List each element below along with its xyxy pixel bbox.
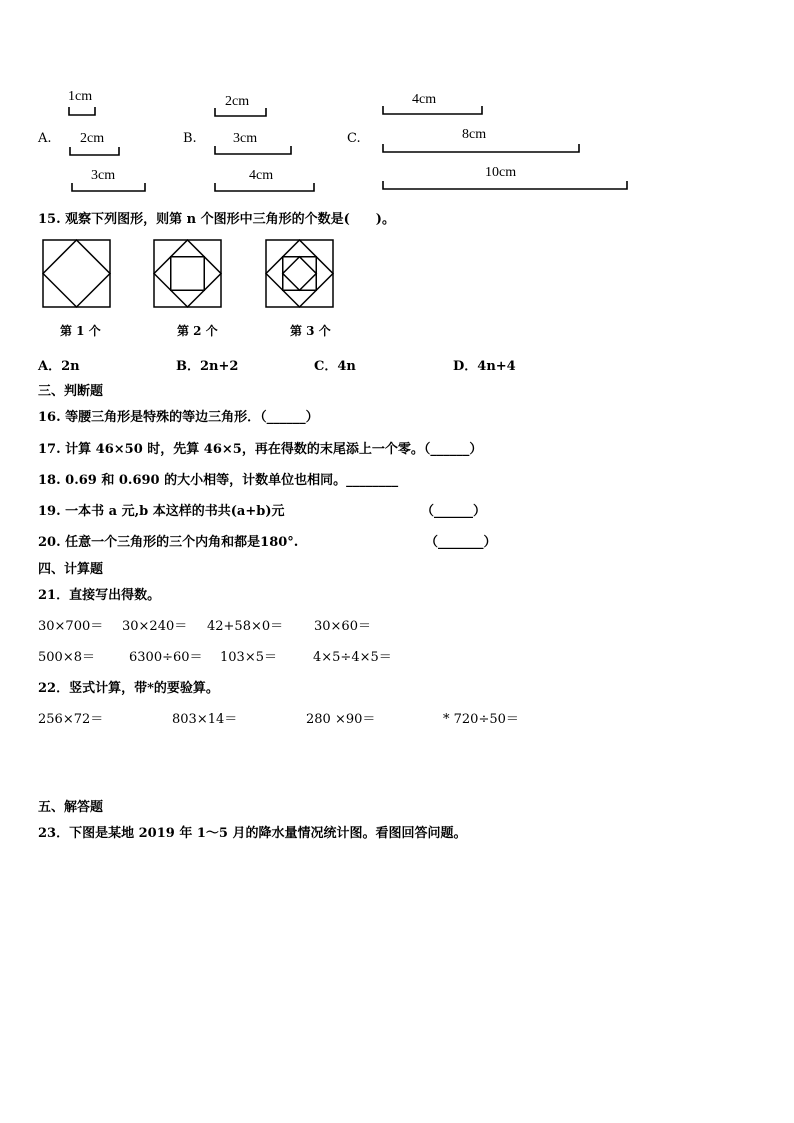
- segment-line: [214, 183, 316, 193]
- q16: [38, 406, 319, 425]
- figure-3-square: [265, 239, 335, 309]
- calc-item: 4×5÷4×5＝: [313, 650, 392, 665]
- segment-label: 3cm: [233, 131, 258, 146]
- question-text: 任意一个三角形的三个内角和都是180°.: [65, 535, 299, 550]
- q15-stem: [38, 208, 395, 227]
- figure-2-square: [153, 239, 223, 309]
- calc-item: 30×700＝: [38, 619, 104, 634]
- segment-label: 4cm: [412, 92, 437, 107]
- question-number: 20.: [38, 535, 61, 550]
- question-text: 计算 46×50 时，先算 46×5，再在得数的末尾添上一个零。（______）: [65, 442, 483, 457]
- segment-line: [68, 107, 98, 117]
- segment-line: [214, 108, 268, 118]
- q17: [38, 438, 482, 457]
- segment-label: 10cm: [485, 165, 517, 180]
- figure-label-1: 第 1 个: [60, 324, 101, 338]
- segment-label: 1cm: [68, 89, 93, 104]
- choice-a: A．2n: [38, 359, 80, 374]
- choice-c: C．4n: [314, 359, 356, 374]
- option-letter-a: A.: [38, 131, 52, 146]
- section-title-judge: 三、判断题: [38, 384, 104, 399]
- segment-line: [69, 147, 121, 157]
- question-text: 一本书 a 元,b 本这样的书共(a+b)元: [65, 504, 285, 519]
- q19: [38, 500, 284, 519]
- segment-label: 2cm: [225, 94, 250, 109]
- calc-item: 6300÷60＝: [129, 650, 203, 665]
- question-text: 0.69 和 0.690 的大小相等，计数单位也相同。________: [65, 473, 399, 488]
- question-number: 15.: [38, 212, 61, 227]
- segment-label: 2cm: [80, 131, 105, 146]
- calc-item: 500×8＝: [38, 650, 95, 665]
- vertical-calc-item: 256×72＝: [38, 712, 104, 727]
- question-number: 19.: [38, 504, 61, 519]
- segment-line: [71, 183, 147, 193]
- segment-label: 4cm: [249, 168, 274, 183]
- question-number: 16.: [38, 410, 61, 425]
- option-letter-b: B.: [183, 131, 197, 146]
- figure-label-2: 第 2 个: [177, 324, 218, 338]
- question-number: 17.: [38, 442, 61, 457]
- segment-line: [382, 106, 484, 116]
- question-number: 18.: [38, 473, 61, 488]
- choice-d: D．4n+4: [453, 359, 516, 374]
- q22-title: 22．竖式计算，带*的要验算。: [38, 681, 219, 696]
- q18: [38, 469, 398, 488]
- segment-label: 8cm: [462, 127, 487, 142]
- section-title-calc: 四、计算题: [38, 562, 104, 577]
- segment-line: [382, 144, 582, 154]
- vertical-calc-item: 280 ×90＝: [306, 712, 376, 727]
- vertical-calc-item: 803×14＝: [172, 712, 238, 727]
- q23-text: 23．下图是某地 2019 年 1～5 月的降水量情况统计图。看图回答问题。: [38, 826, 467, 841]
- segment-line: [214, 146, 293, 156]
- section-title-answer: 五、解答题: [38, 800, 104, 815]
- option-letter-c: C.: [347, 131, 361, 146]
- calc-item: 42+58×0＝: [207, 619, 284, 634]
- q19-answer-blank[interactable]: （______）: [421, 504, 487, 519]
- calc-item: 30×240＝: [122, 619, 188, 634]
- q21-title: 21．直接写出得数。: [38, 588, 161, 603]
- choice-b: B．2n+2: [176, 359, 239, 374]
- figure-label-3: 第 3 个: [290, 324, 331, 338]
- q20-answer-blank[interactable]: （_______）: [425, 535, 497, 550]
- vertical-calc-item: * 720÷50＝: [443, 712, 519, 727]
- q20: [38, 531, 298, 550]
- figure-1-square: [42, 239, 112, 309]
- segment-line: [382, 181, 630, 191]
- calc-item: 30×60＝: [314, 619, 371, 634]
- calc-item: 103×5＝: [220, 650, 277, 665]
- segment-label: 3cm: [91, 168, 116, 183]
- question-text: 等腰三角形是特殊的等边三角形．（______）: [65, 410, 319, 425]
- question-text: 观察下列图形，则第 n 个图形中三角形的个数是( )。: [65, 212, 395, 227]
